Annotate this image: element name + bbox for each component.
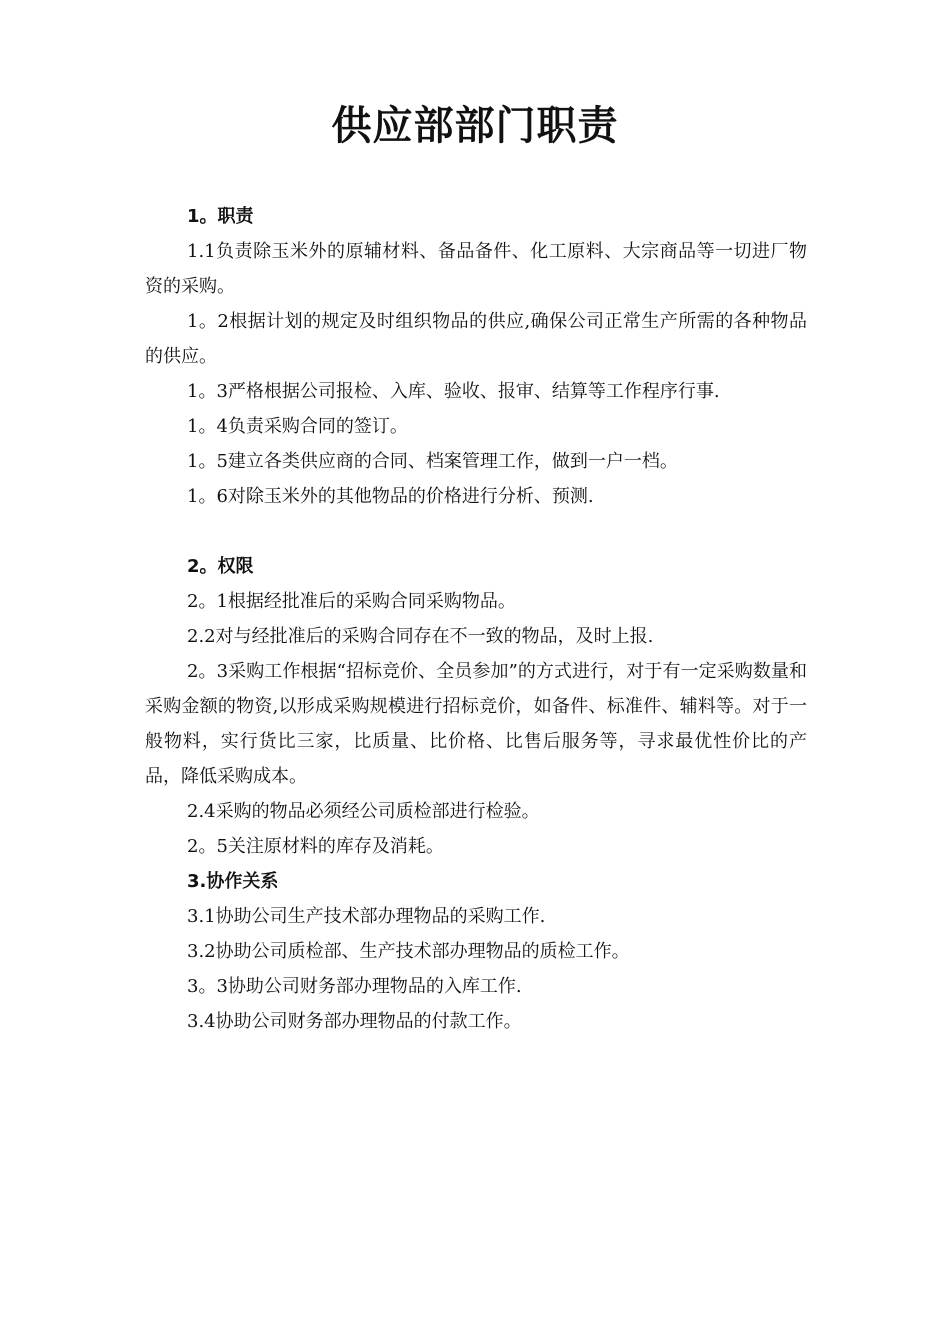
duty-item: 1。6对除玉米外的其他物品的价格进行分析、预测. bbox=[187, 486, 594, 507]
authority-item: 2.2对与经批准后的采购合同存在不一致的物品，及时上报. bbox=[187, 626, 654, 647]
authority-item: 2。3采购工作根据“招标竞价、全员参加”的方式进行，对于有一定采购数量和采购金额的物资,以形成采购规模进行招标竞价，如备件、标准件、辅料等。对于一般物料，实行货比三家，比质量、比价格、比售后服务等，寻求最优性价比的产品，降低采购成本。 bbox=[145, 661, 807, 787]
cooperation-item: 3.2协助公司质检部、生产技术部办理物品的质检工作。 bbox=[187, 941, 630, 962]
duty-item: 1。5建立各类供应商的合同、档案管理工作，做到一户一档。 bbox=[187, 451, 678, 472]
duty-item: 1。3严格根据公司报检、入库、验收、报审、结算等工作程序行事. bbox=[187, 381, 720, 402]
document-title: 供应部部门职责 bbox=[331, 103, 619, 149]
authority-item: 2。1根据经批准后的采购合同采购物品。 bbox=[187, 591, 516, 612]
duty-item: 1.1负责除玉米外的原辅材料、备品备件、化工原料、大宗商品等一切进厂物资的采购。 bbox=[145, 241, 807, 297]
cooperation-item: 3.4协助公司财务部办理物品的付款工作。 bbox=[187, 1011, 522, 1032]
section-heading-cooperation: 3.协作关系 bbox=[187, 871, 279, 892]
section-heading-authority: 2。权限 bbox=[187, 556, 254, 577]
authority-item: 2.4采购的物品必须经公司质检部进行检验。 bbox=[187, 801, 540, 822]
authority-item: 2。5关注原材料的库存及消耗。 bbox=[187, 836, 444, 857]
duty-item: 1。2根据计划的规定及时组织物品的供应,确保公司正常生产所需的各种物品的供应。 bbox=[145, 311, 807, 367]
duty-item: 1。4负责采购合同的签订。 bbox=[187, 416, 408, 437]
cooperation-item: 3。3协助公司财务部办理物品的入库工作. bbox=[187, 976, 522, 997]
document-body bbox=[145, 199, 807, 1039]
section-heading-duties: 1。职责 bbox=[187, 206, 254, 227]
cooperation-item: 3.1协助公司生产技术部办理物品的采购工作. bbox=[187, 906, 546, 927]
section-spacer bbox=[145, 514, 807, 549]
